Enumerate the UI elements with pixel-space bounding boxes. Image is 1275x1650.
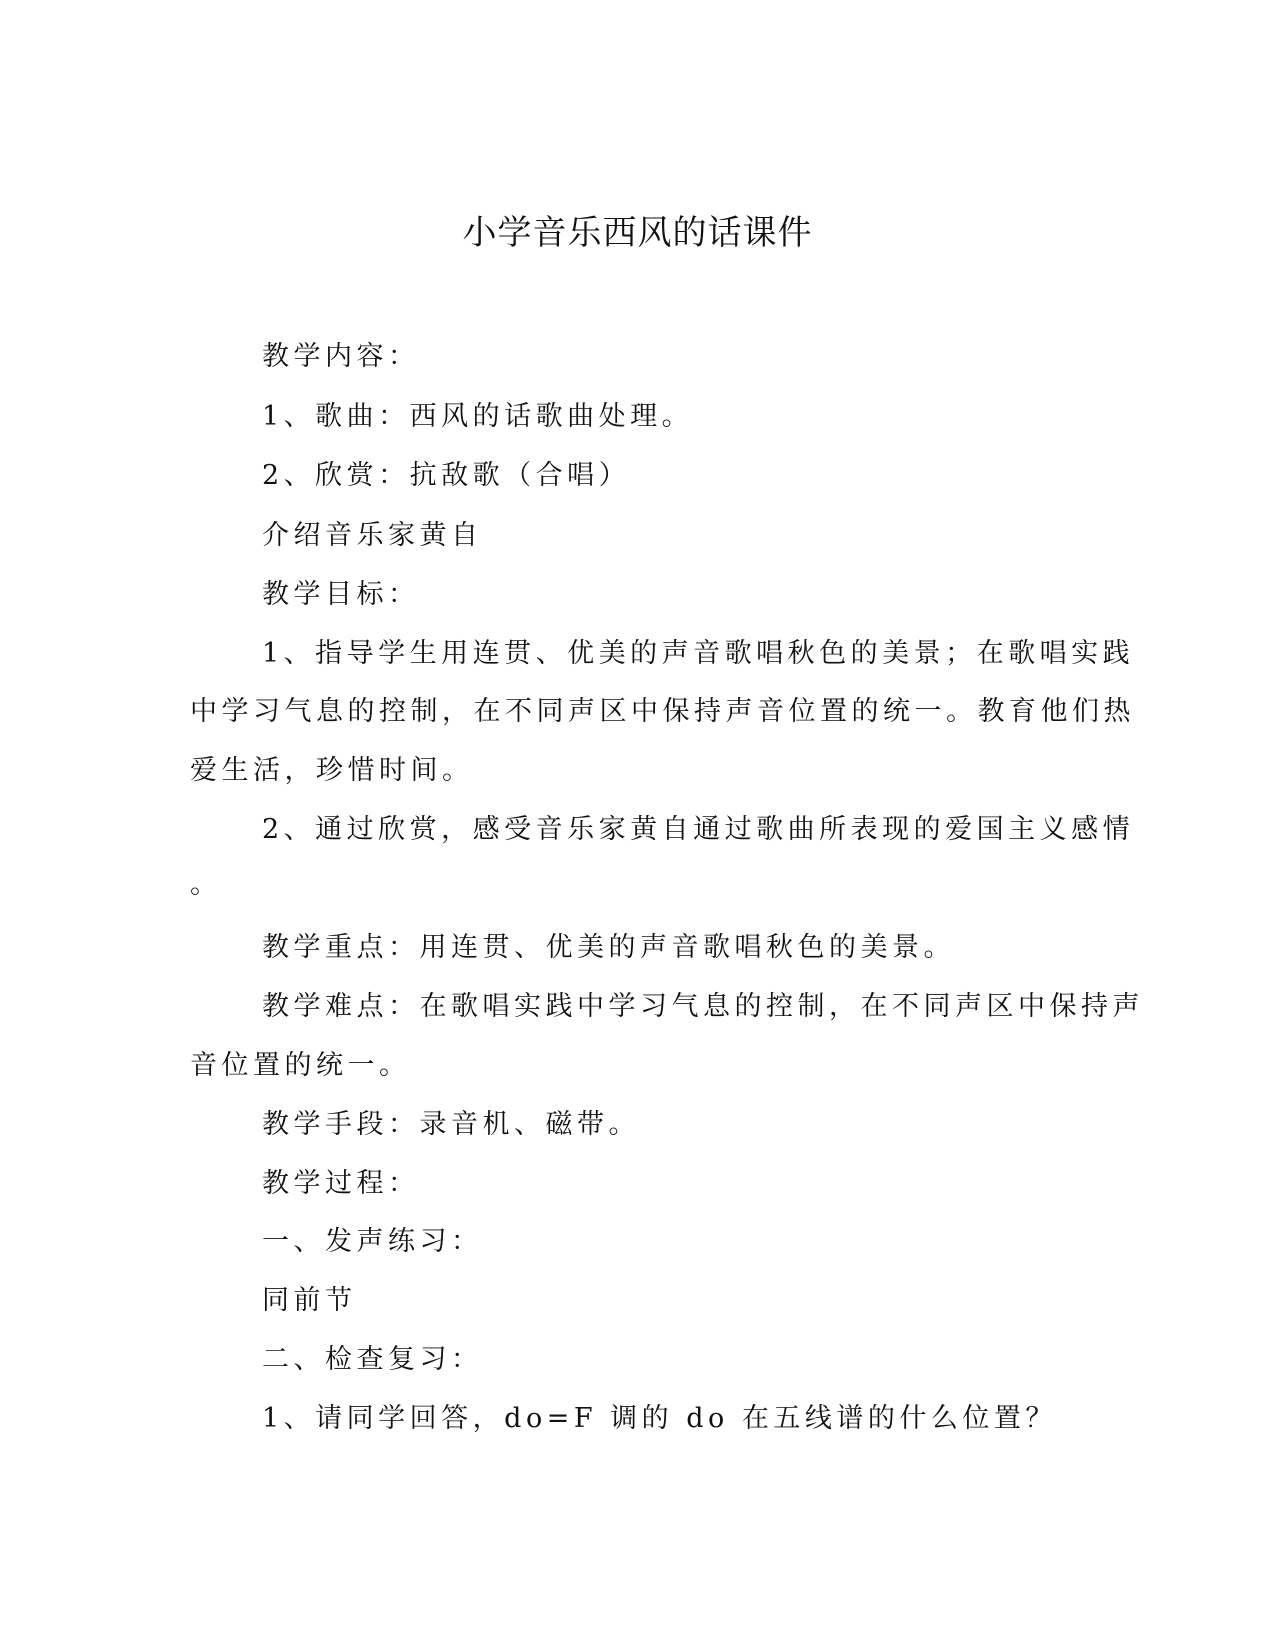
paragraph-line: 教学难点：在歌唱实践中学习气息的控制，在不同声区中保持声: [262, 991, 1144, 1022]
paragraph-line: 中学习气息的控制，在不同声区中保持声音位置的统一。教育他们热: [190, 696, 1135, 727]
paragraph-line: 2、通过欣赏，感受音乐家黄自通过歌曲所表现的爱国主义感情: [262, 814, 1135, 845]
paragraph-line: 音位置的统一。: [190, 1050, 411, 1081]
paragraph-line: 教学过程：: [262, 1168, 420, 1199]
paragraph-line: 1、歌曲：西风的话歌曲处理。: [262, 401, 694, 432]
paragraph-line: 1、请同学回答，do=F 调的 do 在五线谱的什么位置？: [262, 1403, 1057, 1434]
paragraph-line: 同前节: [262, 1285, 357, 1316]
paragraph-line: 2、欣赏：抗敌歌（合唱）: [262, 460, 631, 491]
paragraph-line: 介绍音乐家黄自: [262, 520, 483, 551]
paragraph-line: 教学目标：: [262, 579, 420, 610]
paragraph-line: 二、检查复习：: [262, 1344, 483, 1375]
paragraph-line: 。: [190, 869, 222, 900]
paragraph-line: 教学重点：用连贯、优美的声音歌唱秋色的美景。: [262, 932, 955, 963]
paragraph-line: 爱生活，珍惜时间。: [190, 755, 474, 786]
paragraph-line: 一、发声练习：: [262, 1226, 483, 1257]
paragraph-line: 1、指导学生用连贯、优美的声音歌唱秋色的美景；在歌唱实践: [262, 638, 1135, 669]
paragraph-line: 教学手段：录音机、磁带。: [262, 1109, 640, 1140]
document-title: 小学音乐西风的话课件: [462, 213, 813, 253]
paragraph-line: 教学内容：: [262, 341, 420, 372]
